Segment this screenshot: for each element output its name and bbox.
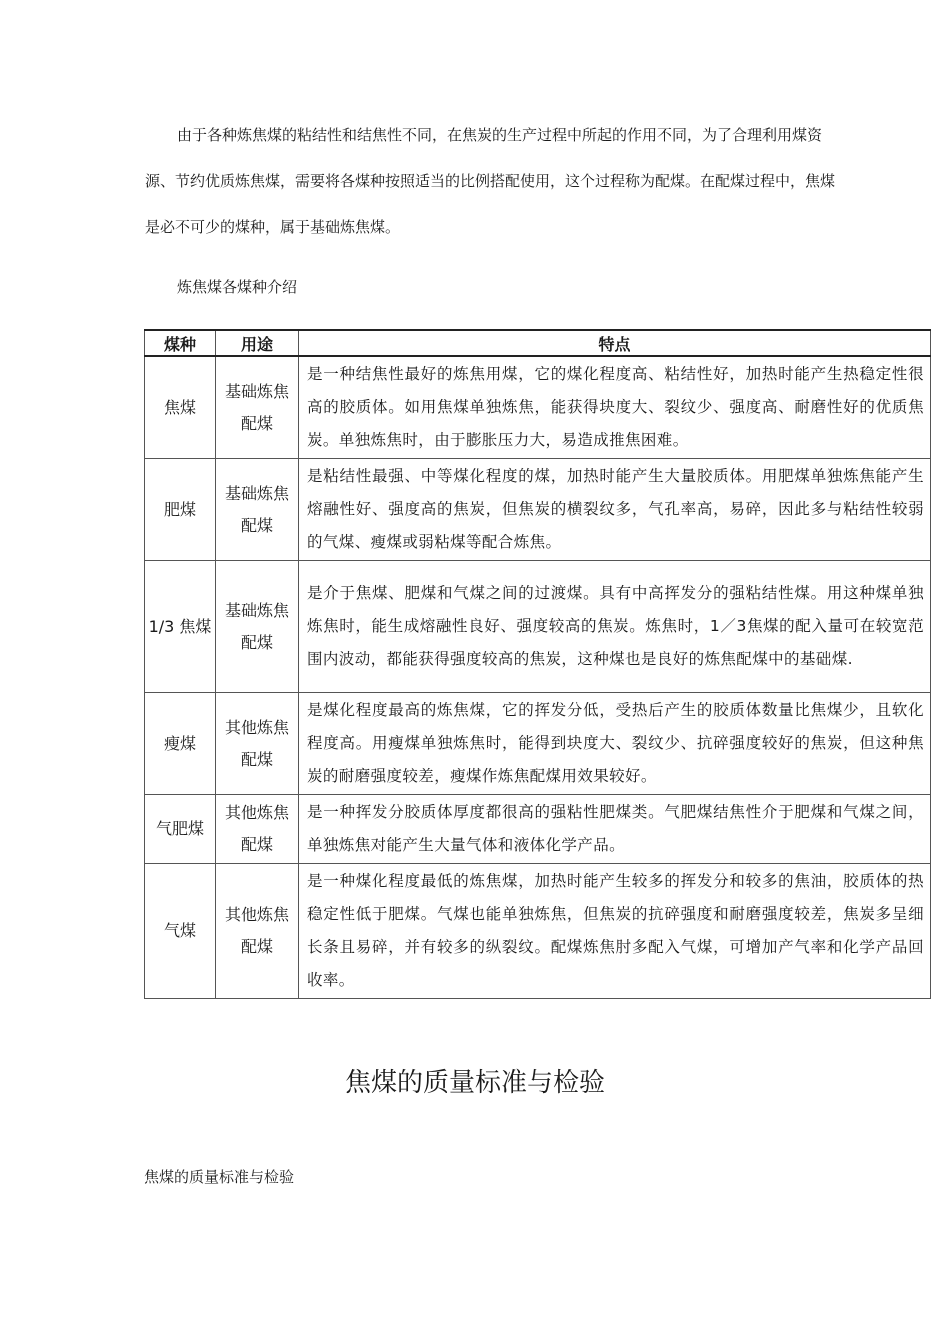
usage-cell: 基础炼焦配煤 — [216, 356, 299, 459]
coal-type-cell: 气肥煤 — [145, 795, 216, 864]
coal-type-cell: 1/3 焦煤 — [145, 561, 216, 693]
header-usage: 用途 — [216, 330, 299, 356]
intro-paragraph: 由于各种炼焦煤的粘结性和结焦性不同，在焦炭的生产过程中所起的作用不同，为了合理利用煤资源、节约优质炼焦煤，需要将各煤种按照适当的比例搭配使用，这个过程称为配煤。在配煤过程中，焦煤是必不可少的煤种，属于基础炼焦煤。 — [145, 126, 836, 236]
header-coal-type: 煤种 — [145, 330, 216, 356]
coal-type-cell: 肥煤 — [145, 459, 216, 561]
features-cell: 是一种结焦性最好的炼焦用煤，它的煤化程度高、粘结性好，加热时能产生热稳定性很高的胶质体。如用焦煤单独炼焦，能获得块度大、裂纹少、强度高、耐磨性好的优质焦炭。单独炼焦时，由于膨胀压力大，易造成推焦困难。 — [299, 356, 931, 459]
header-features: 特点 — [299, 330, 931, 356]
table-row — [145, 356, 931, 459]
table-row — [145, 693, 931, 795]
usage-cell: 其他炼焦配煤 — [216, 864, 299, 999]
table-row — [145, 459, 931, 561]
coal-type-cell: 焦煤 — [145, 356, 216, 459]
table-caption: 炼焦煤各煤种介绍 — [177, 278, 298, 296]
usage-cell: 其他炼焦配煤 — [216, 693, 299, 795]
section-subheading: 焦煤的质量标准与检验 — [144, 1168, 295, 1186]
features-cell: 是一种挥发分胶质体厚度都很高的强粘性肥煤类。气肥煤结焦性介于肥煤和气煤之间，单独炼焦对能产生大量气体和液体化学产品。 — [299, 795, 931, 864]
usage-cell: 基础炼焦配煤 — [216, 459, 299, 561]
usage-cell: 基础炼焦配煤 — [216, 561, 299, 693]
features-cell: 是煤化程度最高的炼焦煤，它的挥发分低，受热后产生的胶质体数量比焦煤少，且软化程度高。用瘦煤单独炼焦时，能得到块度大、裂纹少、抗碎强度较好的焦炭，但这种焦炭的耐磨强度较差，瘦煤作炼焦配煤用效果较好。 — [299, 693, 931, 795]
coal-types-table — [144, 329, 931, 999]
table-row — [145, 561, 931, 693]
table-header-row — [145, 330, 931, 356]
usage-cell: 其他炼焦配煤 — [216, 795, 299, 864]
section-heading: 焦煤的质量标准与检验 — [344, 1068, 605, 1098]
features-cell: 是一种煤化程度最低的炼焦煤，加热时能产生较多的挥发分和较多的焦油，胶质体的热稳定性低于肥煤。气煤也能单独炼焦，但焦炭的抗碎强度和耐磨强度较差，焦炭多呈细长条且易碎，并有较多的纵裂纹。配煤炼焦肘多配入气煤，可增加产气率和化学产品回收率。 — [299, 864, 931, 999]
table-row — [145, 864, 931, 999]
features-cell: 是介于焦煤、肥煤和气煤之间的过渡煤。具有中高挥发分的强粘结性煤。用这种煤单独炼焦时，能生成熔融性良好、强度较高的焦炭。炼焦时，1／3焦煤的配入量可在较宽范围内波动，都能获得强度较高的焦炭，这种煤也是良好的炼焦配煤中的基础煤. — [299, 561, 931, 693]
table-row — [145, 795, 931, 864]
features-cell: 是粘结性最强、中等煤化程度的煤，加热时能产生大量胶质体。用肥煤单独炼焦能产生熔融性好、强度高的焦炭，但焦炭的横裂纹多，气孔率高，易碎，因此多与粘结性较弱的气煤、瘦煤或弱粘煤等配合炼焦。 — [299, 459, 931, 561]
coal-type-cell: 气煤 — [145, 864, 216, 999]
coal-type-cell: 瘦煤 — [145, 693, 216, 795]
